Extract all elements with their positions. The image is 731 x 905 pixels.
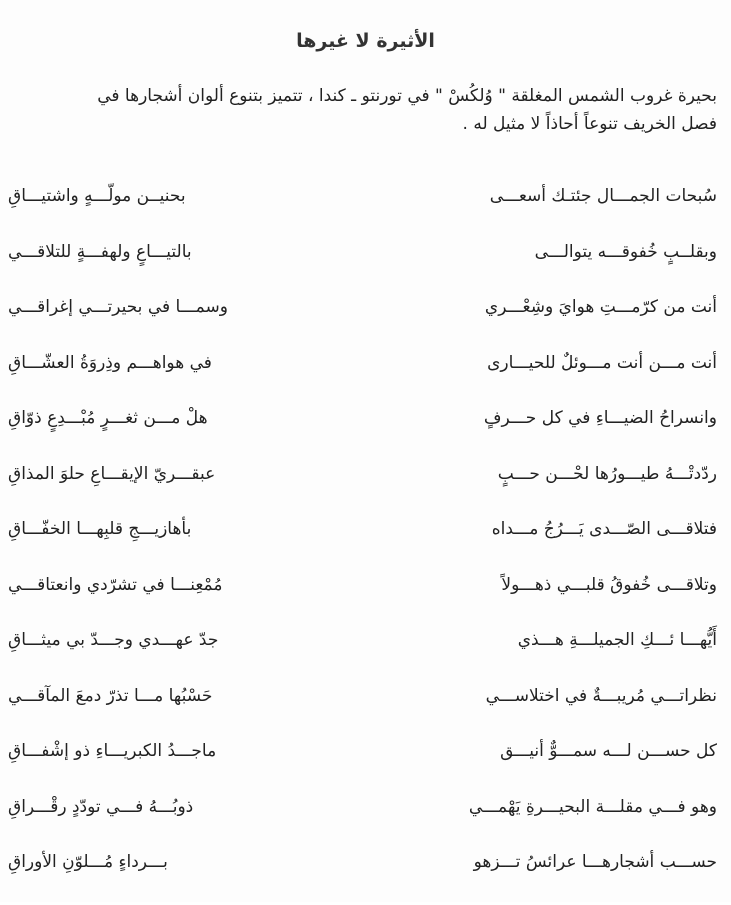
intro-line: بحيرة غروب الشمس المغلقة " وُلكُسْ " في تورنتو ـ كندا ، تتميز بتنوع ألوان أشجارها في [97, 86, 717, 106]
verse-first-hemistich: حســـب أشجارهـــا عرائسُ تـــزهو [473, 852, 717, 872]
verse-first-hemistich: فتلاقـــى الصّـــدى يَـــرُجُ مـــداه [491, 519, 717, 539]
verse-line [0, 849, 731, 905]
verse-line [0, 405, 731, 461]
verse-second-hemistich: هلْ مـــن ثغـــرٍ مُبْـــدِعٍ ذوّاقِ [8, 408, 208, 428]
verse-first-hemistich: سُبحات الجمـــال جئتـك أسعـــى [489, 186, 717, 206]
verse-first-hemistich: وانسراحُ الضيـــاءِ في كل حـــرفٍ [483, 408, 717, 428]
verse-line [0, 294, 731, 350]
verse-line [0, 627, 731, 683]
verse-second-hemistich: في هواهـــم وذِروَةُ العشّـــاقِ [8, 352, 212, 373]
verse-second-hemistich: جدّ عهـــدي وجـــدّ بي ميثـــاقِ [8, 630, 219, 650]
verse-line [0, 572, 731, 628]
verse-second-hemistich: حَسْبُها مـــا تذرّ دمعَ المآقـــي [8, 685, 213, 706]
poem-verses [0, 183, 731, 905]
verse-second-hemistich: ماجـــدُ الكبريـــاءِ ذو إشْفـــاقِ [8, 741, 217, 761]
verse-second-hemistich: بالتيـــاعٍ ولهفـــةٍ للتلاقـــي [8, 241, 192, 262]
intro-paragraph [7, 82, 717, 138]
verse-line [0, 461, 731, 517]
verse-first-hemistich: وهو فـــي مقلـــة البحيـــرةِ يَهْمـــي [468, 796, 717, 817]
verse-line [0, 350, 731, 406]
verse-first-hemistich: ردّدتْـــهُ طيـــورُها لحْـــن حـــبٍ [497, 463, 717, 484]
verse-first-hemistich: أَيُّهـــا ئـــكِ الجميلـــةِ هـــذي [517, 630, 717, 650]
intro-line: فصل الخريف تنوعاً أحاذاً لا مثيل له . [462, 114, 717, 134]
verse-line [0, 683, 731, 739]
verse-line [0, 794, 731, 850]
verse-second-hemistich: بـــرداءٍ مُـــلوّنِ الأوراقِ [8, 852, 168, 872]
verse-first-hemistich: وتلاقـــى خُفوقُ قلبـــي ذهـــولاً [501, 574, 717, 595]
verse-line [0, 516, 731, 572]
verse-first-hemistich: كل حســـن لـــه سمـــوٌّ أنيـــق [500, 741, 717, 761]
verse-first-hemistich: وبقلــبٍ خُفوقـــه يتوالـــى [534, 241, 717, 262]
verse-second-hemistich: ذوبُـــهُ فـــي تودّدٍ رقْـــراقِ [8, 796, 194, 817]
verse-line [0, 738, 731, 794]
verse-line [0, 183, 731, 239]
verse-first-hemistich: أنت من كرّمـــتِ هوايَ وشِعْـــري [484, 297, 717, 317]
verse-second-hemistich: عبقـــريّ الإيقـــاعِ حلوَ المذاقِ [8, 463, 216, 484]
verse-first-hemistich: نظراتـــي مُريبـــةٌ في اختلاســـي [485, 685, 717, 706]
verse-second-hemistich: بحنيــن مولّـــهٍ واشتيـــاقِ [8, 186, 186, 206]
verse-second-hemistich: بأهازيـــجِ قلبِهـــا الخفّـــاقِ [8, 519, 192, 539]
verse-line [0, 239, 731, 295]
verse-second-hemistich: مُمْعِنـــا في تشرّدي وانعتاقـــي [8, 574, 223, 595]
verse-second-hemistich: وسمـــا في بحيرتـــي إغراقـــي [8, 297, 228, 317]
poem-title: الأثيرة لا غيرها [296, 30, 435, 52]
verse-first-hemistich: أنت مـــن أنت مـــوئلٌ للحيـــارى [487, 352, 717, 373]
